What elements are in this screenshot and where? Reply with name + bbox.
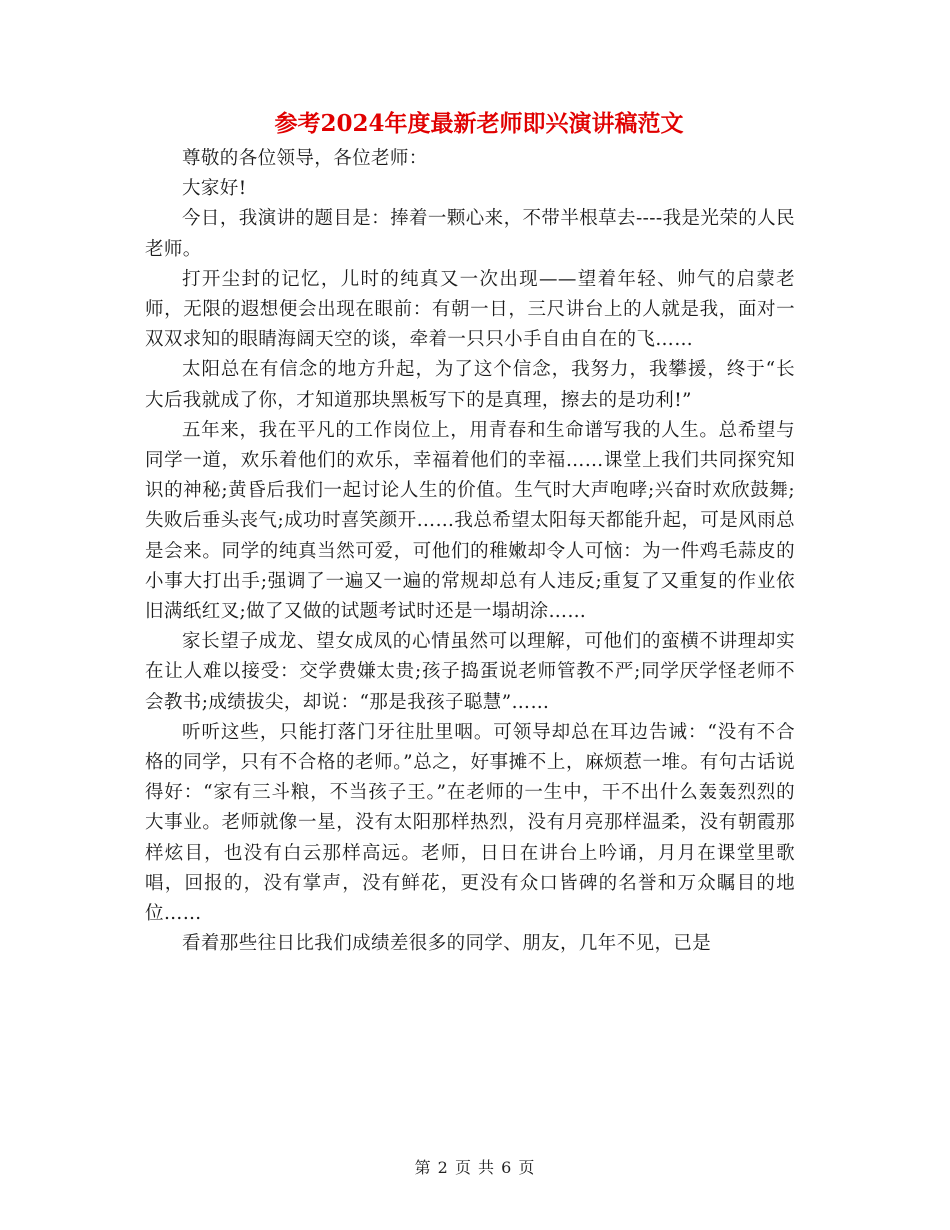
paragraph-topic: 今日，我演讲的题目是：捧着一颗心来，不带半根草去----我是光荣的人民老师。 (145, 208, 795, 260)
paragraph-listen: 听听这些，只能打落门牙往肚里咽。可领导却总在耳边告诫：“没有不合格的同学，只有不合格的老师。”总之，好事摊不上，麻烦惹一堆。有句古话说得好：“家有三斗粮，不当孩子王。”在老师的一生中，干不出什么轰轰烈烈的大事业。老师就像一星，没有太阳那样热烈，没有月亮那样温柔，没有朝霞那样炫目，也没有白云那样高远。老师，日日在讲台上吟诵，月月在课堂里歌唱，回报的，没有掌声，没有鲜花，更没有众口皆碑的名誉和万众瞩目的地位…… (145, 721, 795, 925)
paragraph-memory: 打开尘封的记忆，儿时的纯真又一次出现——望着年轻、帅气的启蒙老师，无限的遐想便会出现在眼前：有朝一日，三尺讲台上的人就是我，面对一双双求知的眼睛海阔天空的谈，牵着一只只小手自由自在的飞…… (145, 268, 795, 351)
document-title: 参考2024年度最新老师即兴演讲稿范文 (274, 110, 684, 137)
document-page (145, 104, 795, 959)
paragraph-classmates: 看着那些往日比我们成绩差很多的同学、朋友，几年不见，已是 (182, 933, 712, 955)
paragraph-parents: 家长望子成龙、望女成凤的心情虽然可以理解，可他们的蛮横不讲理却实在让人难以接受：交学费嫌太贵;孩子捣蛋说老师管教不严;同学厌学怪老师不会教书;成绩拔尖，却说：“那是我孩子聪慧”…… (145, 631, 795, 713)
paragraph-greeting: 大家好! (182, 178, 247, 200)
paragraph-salutation: 尊敬的各位领导，各位老师： (182, 148, 428, 169)
paragraph-belief: 太阳总在有信念的地方升起，为了这个信念，我努力，我攀援，终于“长大后我就成了你，才知道那块黑板写下的是真理，擦去的是功利!” (145, 359, 795, 411)
page-number-footer: 第 2 页 共 6 页 (414, 1158, 536, 1177)
paragraph-five-years: 五年来，我在平凡的工作岗位上，用青春和生命谱写我的人生。总希望与同学一道，欢乐着他们的欢乐，幸福着他们的幸福……课堂上我们共同探究知识的神秘;黄昏后我们一起讨论人生的价值。生气时大声咆哮;兴奋时欢欣鼓舞;失败后垂头丧气;成功时喜笑颜开……我总希望太阳每天都能升起，可是风雨总是会来。同学的纯真当然可爱，可他们的稚嫩却令人可恼：为一件鸡毛蒜皮的小事大打出手;强调了一遍又一遍的常规却总有人违反;重复了又重复的作业依旧满纸红叉;做了又做的试题考试时还是一塌胡涂…… (145, 419, 795, 623)
